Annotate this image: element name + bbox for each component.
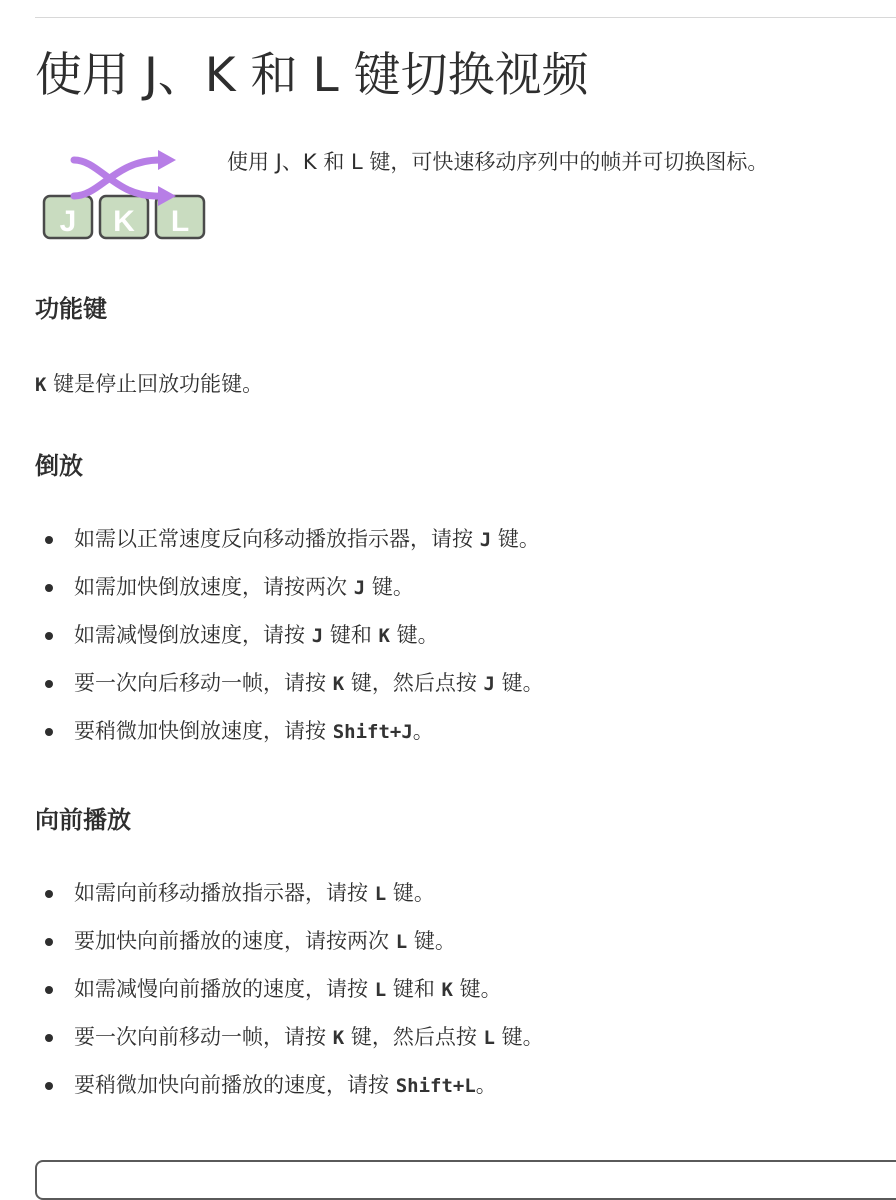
item-text: 如需向前移动播放指示器，请按 xyxy=(74,881,375,905)
item-text: 键。 xyxy=(494,1025,544,1049)
item-text: 如需以正常速度反向移动播放指示器，请按 xyxy=(74,527,480,551)
key-j-label: J xyxy=(59,205,77,238)
bullet-dot xyxy=(45,632,53,640)
list-item xyxy=(35,925,544,973)
bullet-dot xyxy=(45,584,53,592)
item-text: 要加快向前播放的速度，请按两次 xyxy=(74,929,396,953)
key-code: J xyxy=(311,625,324,647)
function-key-text xyxy=(35,368,263,401)
page-title: 使用 J、K 和 L 键切换视频 xyxy=(35,48,589,103)
bullet-dot xyxy=(45,680,53,688)
item-text: 要稍微加快向前播放的速度，请按 xyxy=(74,1073,396,1097)
list-item xyxy=(35,667,544,715)
item-text: 键，然后点按 xyxy=(344,1025,484,1049)
item-text: 如需减慢倒放速度，请按 xyxy=(74,623,312,647)
item-text: 键。 xyxy=(407,929,456,953)
jkl-keys-shuffle-icon xyxy=(40,148,210,244)
list-item xyxy=(35,1021,544,1069)
key-code: K xyxy=(332,1027,345,1049)
list-item xyxy=(35,877,544,925)
key-code: L xyxy=(483,1027,495,1049)
bottom-panel xyxy=(35,1160,896,1200)
key-code: J xyxy=(479,529,492,551)
item-text: 键和 xyxy=(386,977,442,1001)
item-text: 要稍微加快倒放速度，请按 xyxy=(74,719,333,743)
function-key-desc: 键是停止回放功能键。 xyxy=(46,372,264,396)
reverse-list xyxy=(35,523,544,763)
function-key-heading: 功能键 xyxy=(35,295,107,323)
list-item xyxy=(35,715,544,763)
list-item xyxy=(35,571,544,619)
key-code: K xyxy=(378,625,390,647)
key-code: L xyxy=(374,979,387,1001)
bullet-dot xyxy=(45,938,53,946)
item-text: 键。 xyxy=(491,527,540,551)
key-j xyxy=(44,196,92,238)
key-code: Shift+L xyxy=(395,1075,476,1097)
forward-heading: 向前播放 xyxy=(35,806,131,834)
top-divider xyxy=(35,17,896,18)
key-code: J xyxy=(483,673,495,695)
key-k xyxy=(100,196,148,238)
item-text: 键和 xyxy=(323,623,379,647)
item-text: 键。 xyxy=(452,977,502,1001)
key-code: L xyxy=(395,931,408,953)
list-item xyxy=(35,973,544,1021)
reverse-heading: 倒放 xyxy=(35,452,83,480)
bullet-dot xyxy=(45,536,53,544)
item-text: 如需加快倒放速度，请按两次 xyxy=(74,575,354,599)
item-text: 要一次向后移动一帧，请按 xyxy=(74,671,333,695)
list-item xyxy=(35,1069,544,1117)
item-text: 键。 xyxy=(386,881,435,905)
bullet-dot xyxy=(45,986,53,994)
key-code: K xyxy=(35,374,47,396)
bullet-dot xyxy=(45,728,53,736)
item-text: 键。 xyxy=(365,575,414,599)
key-code: K xyxy=(441,979,453,1001)
item-text: 要一次向前移动一帧，请按 xyxy=(74,1025,333,1049)
bullet-dot xyxy=(45,1034,53,1042)
item-text: 键。 xyxy=(389,623,439,647)
key-code: K xyxy=(332,673,345,695)
list-item xyxy=(35,619,544,667)
forward-list xyxy=(35,877,544,1117)
shuffle-arrows-icon xyxy=(74,160,160,196)
list-item xyxy=(35,523,544,571)
item-text: 如需减慢向前播放的速度，请按 xyxy=(74,977,375,1001)
item-text: 键，然后点按 xyxy=(344,671,484,695)
key-l-label: L xyxy=(170,205,190,238)
item-text: 键。 xyxy=(494,671,544,695)
key-code: J xyxy=(353,577,366,599)
key-code: L xyxy=(374,883,387,905)
item-text: 。 xyxy=(412,719,434,743)
key-k-label: K xyxy=(113,205,135,238)
key-code: Shift+J xyxy=(332,721,413,743)
bullet-dot xyxy=(45,890,53,898)
bullet-dot xyxy=(45,1082,53,1090)
intro-text: 使用 J、K 和 L 键，可快速移动序列中的帧并可切换图标。 xyxy=(227,150,769,174)
item-text: 。 xyxy=(475,1073,497,1097)
